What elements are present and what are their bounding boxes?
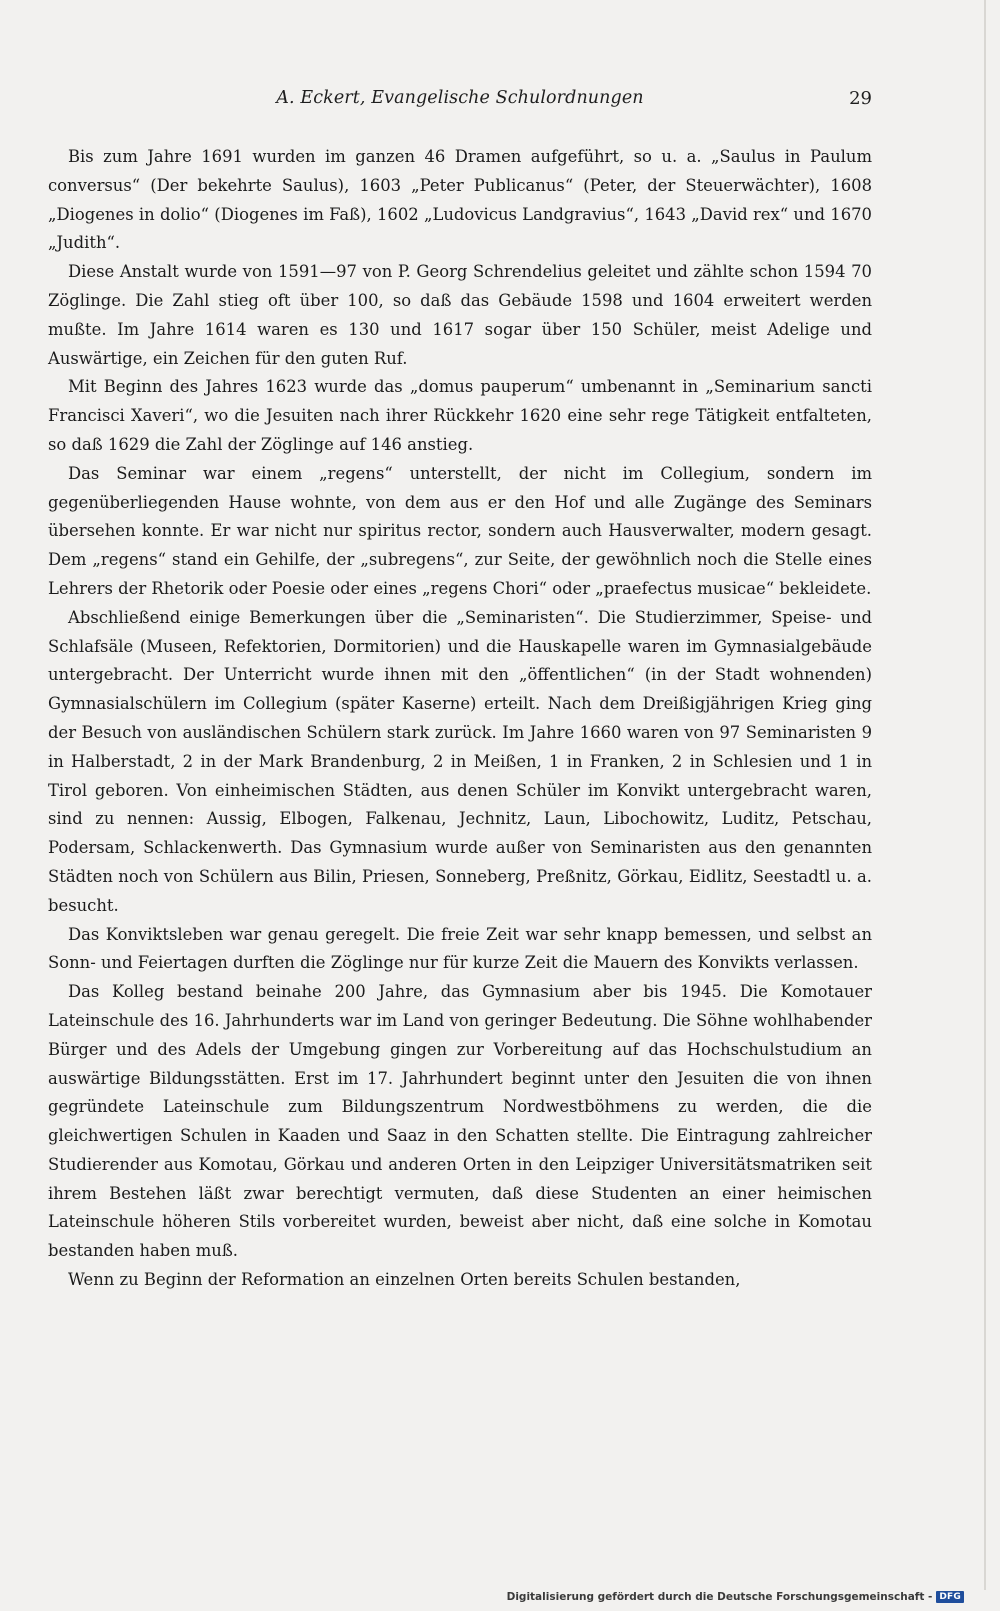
paragraph: Bis zum Jahre 1691 wurden im ganzen 46 Dramen aufgeführt, so u. a. „Saulus in Paulum conversus“ (Der bekehrte Saulus), 1603 „Peter Publicanus“ (Peter, der Steuerwächter), 1608 „Diogenes in dolio“ (Diogenes im Faß), 1602 „Ludovicus Landgravius“, 1643 „David rex“ und 1670 „Judith“. [48,147,872,253]
body-text [48,143,872,1295]
running-head [48,88,872,118]
paragraph: Wenn zu Beginn der Reformation an einzelnen Orten bereits Schulen bestanden, [68,1270,741,1290]
paragraph: Das Kolleg bestand beinahe 200 Jahre, das Gymnasium aber bis 1945. Die Komotauer Lateinschule des 16. Jahrhunderts war im Land von geringer Bedeutung. Die Söhne wohlhabender Bürger und des Adels der Umgebung gingen zur Vorbereitung auf das Hochschulstudium an auswärtige Bildungsstätten. Erst im 17. Jahrhundert beginnt unter den Jesuiten die von ihnen gegründete Lateinschule zum Bildungszentrum Nordwestböhmens zu werden, die die gleichwertigen Schulen in Kaaden und Saaz in den Schatten stellte. Die Eintragung zahlreicher Studierender aus Komotau, Görkau und anderen Orten in den Leipziger Universitätsmatriken seit ihrem Bestehen läßt zwar berechtigt vermuten, daß diese Studenten an einer heimischen Lateinschule höheren Stils vorbereitet wurden, beweist aber nicht, daß eine solche in Komotau bestanden haben muß. [48,982,872,1261]
dfg-logo: DFG [936,1591,964,1603]
paragraph: Das Konviktsleben war genau geregelt. Die freie Zeit war sehr knapp bemessen, und selbst an Sonn- und Feiertagen durften die Zöglinge nur für kurze Zeit die Mauern des Konvikts verlassen. [48,924,872,973]
running-title: A. Eckert, Evangelische Schulordnungen [276,88,644,108]
credit-text: Digitalisierung gefördert durch die Deutsche Forschungsgemeinschaft - [506,1591,933,1603]
paragraph: Mit Beginn des Jahres 1623 wurde das „domus pauperum“ umbenannt in „Seminarium sancti Francisci Xaveri“, wo die Jesuiten nach ihrer Rückkehr 1620 eine sehr rege Tätigkeit entfalteten, so daß 1629 die Zahl der Zöglinge auf 146 anstieg. [48,377,872,454]
paragraph: Abschließend einige Bemerkungen über die „Seminaristen“. Die Studierzimmer, Speise- und Schlafsäle (Museen, Refektorien, Dormitorien) und die Hauskapelle waren im Gymnasialgebäude untergebracht. Der Unterricht wurde ihnen mit den „öffentlichen“ (in der Stadt wohnenden) Gymnasialschülern im Collegium (später Kaserne) erteilt. Nach dem Dreißigjährigen Krieg ging der Besuch von ausländischen Schülern stark zurück. Im Jahre 1660 waren von 97 Seminaristen 9 in Halberstadt, 2 in der Mark Brandenburg, 2 in Meißen, 1 in Franken, 2 in Schlesien und 1 in Tirol geboren. Von einheimischen Städten, aus denen Schüler im Konvikt untergebracht waren, sind zu nennen: Aussig, Elbogen, Falkenau, Jechnitz, Laun, Libochowitz, Luditz, Petschau, Podersam, Schlackenwerth. Das Gymnasium wurde außer von Seminaristen aus den genannten Städten noch von Schülern aus Bilin, Priesen, Sonneberg, Preßnitz, Görkau, Eidlitz, Seestadtl u. a. besucht. [48,607,872,915]
digitization-credit [507,1591,964,1603]
paragraph: Diese Anstalt wurde von 1591—97 von P. Georg Schrendelius geleitet und zählte schon 1594 70 Zöglinge. Die Zahl stieg oft über 100, so daß das Gebäude 1598 und 1604 erweitert werden mußte. Im Jahre 1614 waren es 130 und 1617 sogar über 150 Schüler, meist Adelige und Auswärtige, ein Zeichen für den guten Ruf. [48,262,872,368]
paragraph: Das Seminar war einem „regens“ unterstellt, der nicht im Collegium, sondern im gegenüberliegenden Hause wohnte, von dem aus er den Hof und alle Zugänge des Seminars übersehen konnte. Er war nicht nur spiritus rector, sondern auch Hausverwalter, modern gesagt. Dem „regens“ stand ein Gehilfe, der „subregens“, zur Seite, der gewöhnlich noch die Stelle eines Lehrers der Rhetorik oder Poesie oder eines „regens Chori“ oder „praefectus musicae“ bekleidete. [48,463,872,598]
page-number: 29 [849,88,872,109]
page-edge-shadow [984,0,986,1590]
